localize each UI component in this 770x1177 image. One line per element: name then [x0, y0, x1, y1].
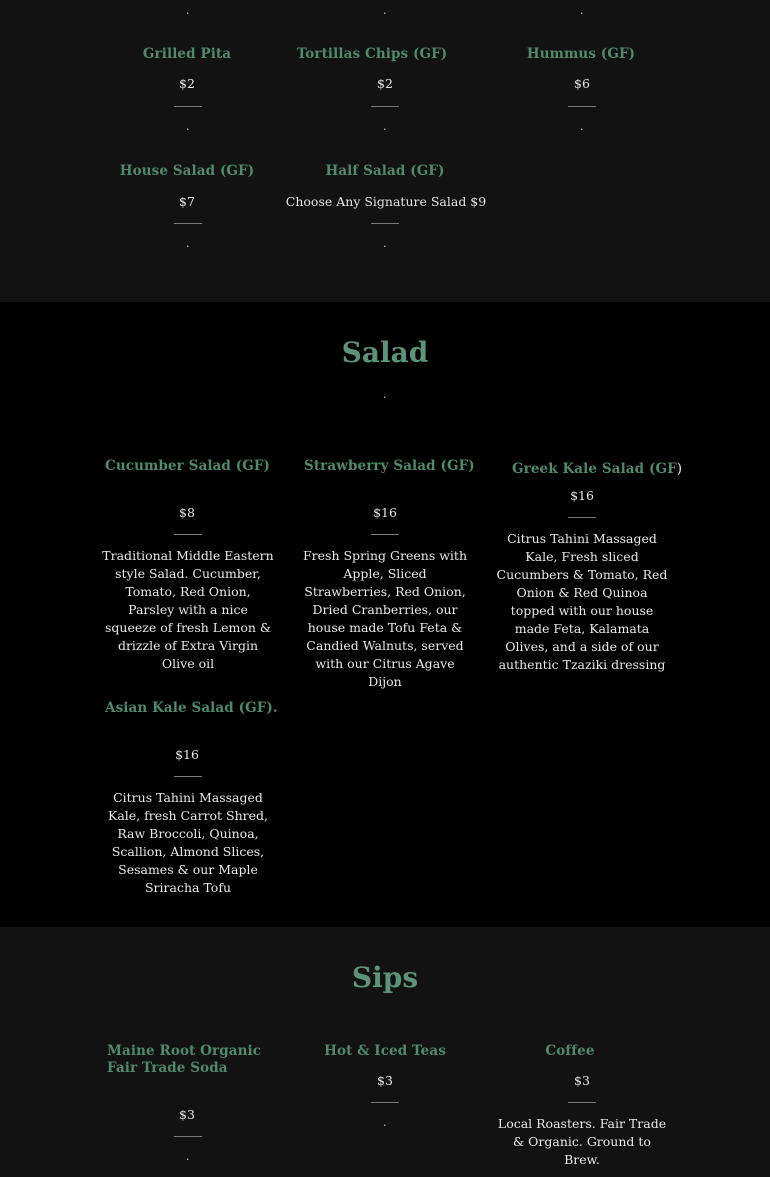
menu-item-price: $3 — [574, 1073, 590, 1088]
separator-dot: . — [383, 237, 387, 250]
menu-item-title: House Salad (GF) — [119, 163, 255, 179]
divider — [568, 517, 596, 518]
menu-item-price: $2 — [377, 76, 393, 91]
menu-item-title: Coffee — [545, 1043, 595, 1059]
menu-item-title: Strawberry Salad (GF) — [304, 458, 475, 474]
separator-dot: . — [186, 4, 190, 17]
separator-dot: . — [580, 4, 584, 17]
menu-item-title: Cucumber Salad (GF) — [105, 458, 271, 474]
divider — [174, 534, 202, 535]
menu-item-price: $16 — [570, 488, 594, 503]
menu-item-title: Hummus (GF) — [526, 46, 636, 62]
menu-item-title: Asian Kale Salad (GF). — [105, 700, 278, 716]
menu-item-description: . — [186, 1150, 190, 1163]
separator-dot: . — [186, 120, 190, 133]
sides-section — [0, 0, 770, 302]
separator-dot: . — [383, 4, 387, 17]
divider — [174, 776, 202, 777]
section-title: Sips — [351, 961, 419, 994]
menu-item-price: $16 — [175, 747, 199, 762]
title-tail: ) — [676, 461, 683, 477]
divider — [371, 534, 399, 535]
divider — [371, 223, 399, 224]
menu-item-description: Traditional Middle Eastern style Salad. Cucumber, Tomato, Red Onion, Parsley with a nice squeeze of fresh Lemon & drizzle of Extra Virgin Olive oil — [102, 548, 274, 671]
menu-item-title: Greek Kale Salad (GF — [512, 461, 677, 477]
menu-item-price: $3 — [179, 1107, 195, 1122]
menu-item-title-group — [512, 458, 682, 477]
menu-item-description: . — [383, 1116, 387, 1129]
menu-item-price: $7 — [179, 194, 195, 209]
menu-item-title: Grilled Pita — [142, 46, 232, 62]
menu-item-title: Hot & Iced Teas — [324, 1043, 446, 1059]
menu-item-title: Tortillas Chips (GF) — [296, 46, 448, 62]
menu-item-price: $2 — [179, 76, 195, 91]
divider — [568, 1102, 596, 1103]
divider — [174, 106, 202, 107]
salad-section — [0, 302, 770, 927]
divider — [371, 106, 399, 107]
menu-item-description: Citrus Tahini Massaged Kale, Fresh sliced Cucumbers & Tomato, Red Onion & Red Quinoa topped with our house made Feta, Kalamata Olives, and a side of our authentic Tzaziki dressing — [496, 531, 668, 672]
divider — [568, 106, 596, 107]
menu-item-title: Maine Root Organic Fair Trade Soda — [107, 1043, 262, 1076]
menu-item-price: $16 — [373, 505, 397, 520]
menu-item-title: Half Salad (GF) — [325, 163, 445, 179]
menu-item-price: $6 — [574, 76, 590, 91]
menu-item-description: Fresh Spring Greens with Apple, Sliced Strawberries, Red Onion, Dried Cranberries, our house made Tofu Feta & Candied Walnuts, served with our Citrus Agave Dijon — [302, 548, 467, 689]
menu-item-description: Local Roasters. Fair Trade & Organic. Ground to Brew. — [497, 1116, 667, 1167]
menu-item-price: $3 — [377, 1073, 393, 1088]
separator-dot: . — [580, 120, 584, 133]
separator-dot: . — [383, 388, 387, 401]
section-title: Salad — [341, 336, 429, 369]
separator-dot: . — [186, 237, 190, 250]
separator-dot: . — [383, 120, 387, 133]
menu-item-price: $8 — [179, 505, 195, 520]
sips-section — [0, 927, 770, 1177]
divider — [174, 223, 202, 224]
menu-item-description: Citrus Tahini Massaged Kale, fresh Carrot Shred, Raw Broccoli, Quinoa, Scallion, Almond Slices, Sesames & our Maple Sriracha Tofu — [107, 790, 269, 895]
divider — [174, 1136, 202, 1137]
divider — [371, 1102, 399, 1103]
menu-item-price: Choose Any Signature Salad $9 — [285, 194, 487, 209]
